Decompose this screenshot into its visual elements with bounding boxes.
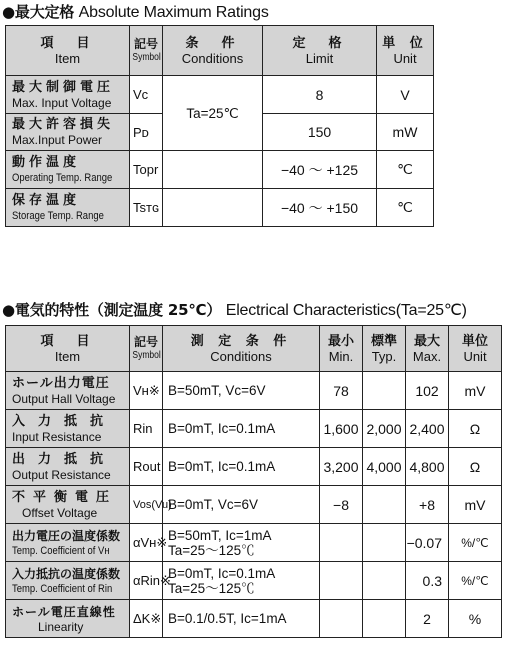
row-item: 動作温度 Operating Temp. Range [6, 151, 130, 189]
row-limit: 8 [263, 76, 377, 114]
row-unit: mW [377, 114, 434, 151]
row-unit: Ω [449, 410, 502, 448]
row-item: 出力抵抗 Output Resistance [6, 448, 130, 486]
row-symbol: αRin※ [130, 562, 163, 600]
abs-max-title-en: Absolute Maximum Ratings [78, 4, 269, 21]
row-max: 2 [406, 600, 449, 638]
row-min: 1,600 [320, 410, 363, 448]
row-unit: Ω [449, 448, 502, 486]
row-min [320, 562, 363, 600]
row-min: 3,200 [320, 448, 363, 486]
abs-max-title [2, 1, 269, 22]
row-unit: mV [449, 486, 502, 524]
header-limit: 定 格 Limit [263, 26, 377, 76]
row-limit: 150 [263, 114, 377, 151]
elec-title [2, 299, 467, 320]
row-item: ホール出力電圧 Output Hall Voltage [6, 372, 130, 410]
elec-title-en: Electrical Characteristics(Ta=25℃) [225, 302, 467, 319]
row-typ: 2,000 [363, 410, 406, 448]
row-unit: mV [449, 372, 502, 410]
row-condition: B=0mT, Vc=6V [163, 486, 320, 524]
row-condition: B=0mT, Ic=0.1mA Ta=25～125℃ [163, 562, 320, 600]
table-row [6, 151, 434, 189]
header-max: 最大 Max. [406, 326, 449, 372]
row-item: 最大制御電圧 Max. Input Voltage [6, 76, 130, 114]
row-min [320, 600, 363, 638]
row-unit: V [377, 76, 434, 114]
row-item: ホール電圧直線性 Linearity [6, 600, 130, 638]
row-max: 2,400 [406, 410, 449, 448]
row-unit: ℃ [377, 189, 434, 227]
row-condition: B=0mT, Ic=0.1mA [163, 410, 320, 448]
header-typ: 標準 Typ. [363, 326, 406, 372]
header-conditions: 測 定 条 件 Conditions [163, 326, 320, 372]
elec-table [5, 325, 502, 638]
row-condition: B=0mT, Ic=0.1mA [163, 448, 320, 486]
row-unit: % [449, 600, 502, 638]
row-unit: %/℃ [449, 562, 502, 600]
row-item: 最大許容損失 Max.Input Power [6, 114, 130, 151]
table-row [6, 372, 502, 410]
row-item: 不平衡電圧 Offset Voltage [6, 486, 130, 524]
row-symbol: Tsᴛɢ [130, 189, 163, 227]
header-min: 最小 Min. [320, 326, 363, 372]
row-condition: B=50mT, Ic=1mA Ta=25～125℃ [163, 524, 320, 562]
row-condition [163, 189, 263, 227]
row-max: 102 [406, 372, 449, 410]
row-condition: B=0.1/0.5T, Ic=1mA [163, 600, 320, 638]
row-min [320, 524, 363, 562]
table-row [6, 189, 434, 227]
row-symbol: Vʜ※ [130, 372, 163, 410]
row-condition [163, 151, 263, 189]
row-typ [363, 486, 406, 524]
elec-title-ja: ●電気的特性（測定温度 25℃） [2, 301, 222, 319]
header-unit: 単位 Unit [449, 326, 502, 372]
row-condition: B=50mT, Vc=6V [163, 372, 320, 410]
header-item: 項 目 Item [6, 326, 130, 372]
header-unit: 単 位 Unit [377, 26, 434, 76]
row-typ: 4,000 [363, 448, 406, 486]
row-symbol: Vc [130, 76, 163, 114]
row-symbol: Rout [130, 448, 163, 486]
row-item: 保存温度 Storage Temp. Range [6, 189, 130, 227]
table-row [6, 600, 502, 638]
abs-max-table [5, 25, 434, 227]
abs-max-title-ja: ●最大定格 [2, 3, 75, 21]
row-typ [363, 600, 406, 638]
row-unit: ℃ [377, 151, 434, 189]
row-symbol: Vos(Vu) [130, 486, 163, 524]
header-symbol: 記号 Symbol [130, 26, 163, 76]
row-max: 4,800 [406, 448, 449, 486]
row-max: +8 [406, 486, 449, 524]
row-symbol: αVʜ※ [130, 524, 163, 562]
row-item: 入力抵抗 Input Resistance [6, 410, 130, 448]
row-max: −0.07 [406, 524, 449, 562]
row-min: −8 [320, 486, 363, 524]
table-row [6, 76, 434, 114]
header-item: 項 目 Item [6, 26, 130, 76]
row-unit: %/℃ [449, 524, 502, 562]
header-conditions: 条 件 Conditions [163, 26, 263, 76]
table-row [6, 448, 502, 486]
table-row [6, 410, 502, 448]
row-min: 78 [320, 372, 363, 410]
elec-header-row [6, 326, 502, 372]
shared-condition: Ta=25℃ [163, 76, 263, 151]
table-row [6, 524, 502, 562]
abs-max-header-row [6, 26, 434, 76]
row-limit: −40 ～ +150 [263, 189, 377, 227]
row-symbol: Pᴅ [130, 114, 163, 151]
row-item: 出力電圧の温度係数 Temp. Coefficient of Vʜ [6, 524, 130, 562]
row-symbol: Topr [130, 151, 163, 189]
row-limit: −40 ～ +125 [263, 151, 377, 189]
row-typ [363, 524, 406, 562]
row-typ [363, 372, 406, 410]
row-max: 0.3 [406, 562, 449, 600]
row-symbol: ΔK※ [130, 600, 163, 638]
table-row [6, 486, 502, 524]
row-symbol: Rin [130, 410, 163, 448]
header-symbol: 記号 Symbol [130, 326, 163, 372]
table-row [6, 562, 502, 600]
row-item: 入力抵抗の温度係数 Temp. Coefficient of Rin [6, 562, 130, 600]
row-typ [363, 562, 406, 600]
